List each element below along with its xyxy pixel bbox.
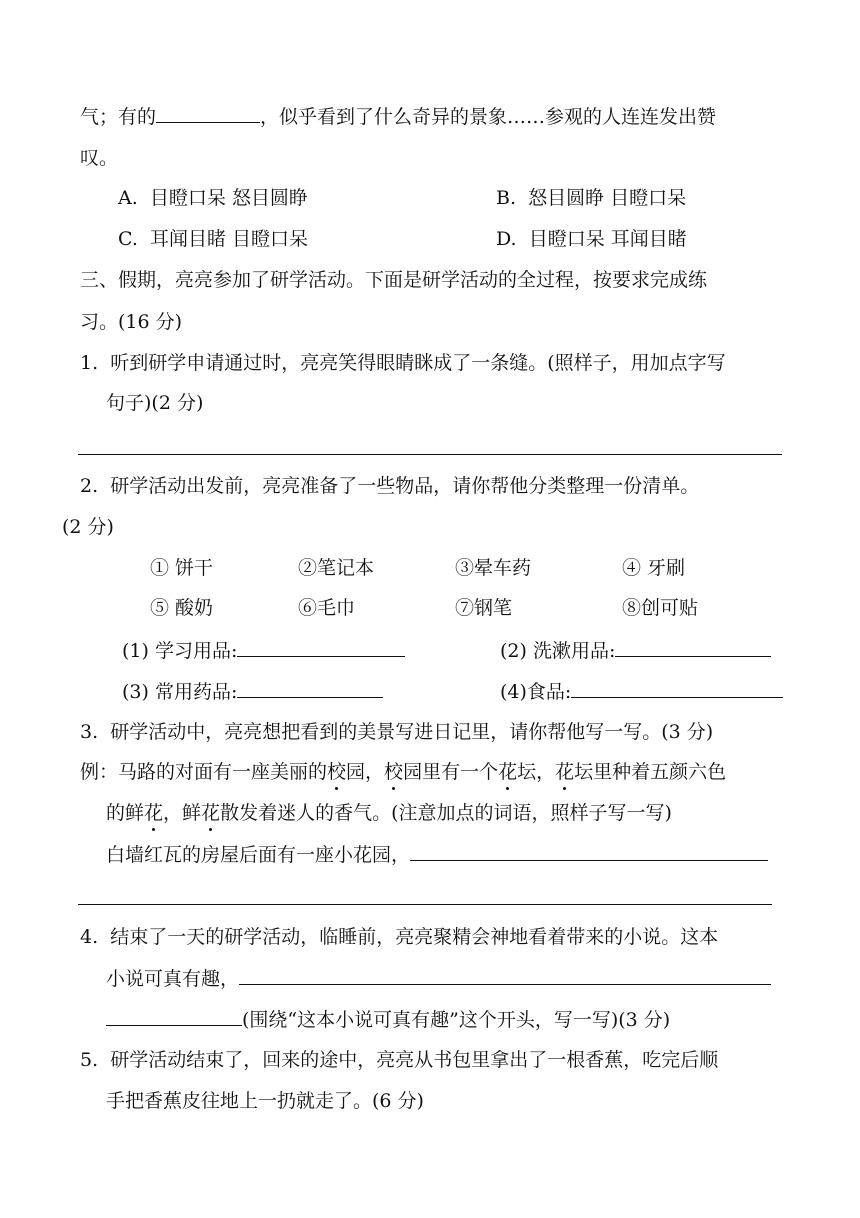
answer-blank[interactable] [571,679,783,698]
category-wash [500,638,771,663]
q4-text: 小说可真有趣， [106,968,240,990]
category-label: (4)食品: [500,681,572,703]
example-text: 的鲜 [106,802,145,824]
q2-tail-text-a: 气；有的 [80,106,157,128]
section3-heading-line1: 三、假期，亮亮参加了研学活动。下面是研学活动的全过程，按要求完成练 [80,269,708,291]
category-label: (2) 洗漱用品: [500,640,616,662]
item: ②笔记本 [298,557,375,579]
question-number: 5. [80,1049,99,1071]
q2-tail-line2: 叹。 [80,147,119,169]
q3-example-line2 [106,801,672,825]
question-number: 2. [80,475,99,497]
dotted-char: 校 [384,761,404,783]
option-text: 目瞪口呆 耳闻目睹 [528,228,687,250]
q2-line2: (2 分) [62,516,114,538]
dotted-char: 花 [555,761,575,783]
q4-text: (围绕“这本小说可真有趣”这个开头，写一写)(3 分) [242,1009,671,1031]
dotted-char: 花 [201,802,221,824]
example-text: 坛， [517,761,556,783]
item: ① 饼干 [150,557,214,579]
option-c [118,227,308,251]
dotted-char: 花 [498,761,518,783]
item: ③晕车药 [455,557,532,579]
prompt-text: 白墙红瓦的房屋后面有一座小花园， [106,844,411,866]
item: ⑦钢笔 [455,597,513,619]
option-d [496,227,687,251]
q5-line2: 手把香蕉皮往地上一扔就走了。(6 分) [106,1090,424,1112]
item: ⑤ 酸奶 [150,597,214,619]
answer-line[interactable] [78,454,782,455]
example-text: 园里有一个 [403,761,499,783]
option-label: D. [496,228,517,250]
q1-line1 [80,351,726,375]
option-b [496,186,686,210]
q3-text: 研学活动中，亮亮想把看到的美景写进日记里，请你帮他写一写。(3 分) [110,721,714,743]
answer-blank[interactable] [106,1007,242,1026]
q4-line1 [80,925,718,949]
answer-blank[interactable] [239,966,771,985]
q3-prompt [106,842,768,867]
option-label: A. [118,187,138,209]
q5-line1 [80,1048,718,1072]
q2-line1 [80,474,699,498]
category-label: (1) 学习用品: [122,640,238,662]
answer-line[interactable] [78,904,772,905]
q1-text: 听到研学申请通过时，亮亮笑得眼睛眯成了一条缝。(照样子，用加点字写 [110,352,726,374]
example-text: 散发着迷人的香气。(注意加点的词语，照样子写一写) [220,802,672,824]
q3-line1 [80,720,713,744]
q2-tail-line1 [80,104,716,129]
question-number: 4. [80,926,99,948]
section3-heading-line2: 习。(16 分) [80,311,183,333]
category-label: (3) 常用药品: [122,681,238,703]
example-text: 园， [346,761,385,783]
option-text: 耳闻目睹 目瞪口呆 [150,228,309,250]
q4-text: 结束了一天的研学活动，临睡前，亮亮聚精会神地看着带来的小说。这本 [110,926,719,948]
answer-blank[interactable] [410,842,768,861]
q1-line2: 句子)(2 分) [106,392,204,414]
dotted-char: 校 [327,761,347,783]
category-study [122,638,405,663]
q2-tail-text-b: ，似乎看到了什么奇异的景象……参观的人连连发出赞 [260,106,717,128]
option-a [118,186,308,210]
q3-example-line1 [80,760,726,784]
q5-text: 研学活动结束了，回来的途中，亮亮从书包里拿出了一根香蕉，吃完后顺 [110,1049,719,1071]
q4-line3 [106,1007,670,1032]
item: ④ 牙刷 [622,557,686,579]
example-text: 坛里种着五颜六色 [574,761,727,783]
example-text: ，鲜 [163,802,202,824]
q4-line2 [106,966,771,991]
answer-blank[interactable] [615,638,771,657]
item: ⑥毛巾 [298,597,356,619]
option-label: C. [118,228,138,250]
category-medicine [122,679,383,704]
example-text: 例：马路的对面有一座美丽的 [80,761,328,783]
q2-text: 研学活动出发前，亮亮准备了一些物品，请你帮他分类整理一份清单。 [110,475,700,497]
option-label: B. [496,187,517,209]
question-number: 3. [80,721,99,743]
answer-blank[interactable] [237,638,405,657]
category-food [500,679,783,704]
question-number: 1. [80,352,99,374]
option-text: 怒目圆睁 目瞪口呆 [528,187,687,209]
dotted-char: 花 [144,802,164,824]
answer-blank[interactable] [237,679,383,698]
option-text: 目瞪口呆 怒目圆睁 [149,187,308,209]
answer-blank[interactable] [156,104,260,123]
item: ⑧创可贴 [622,597,699,619]
